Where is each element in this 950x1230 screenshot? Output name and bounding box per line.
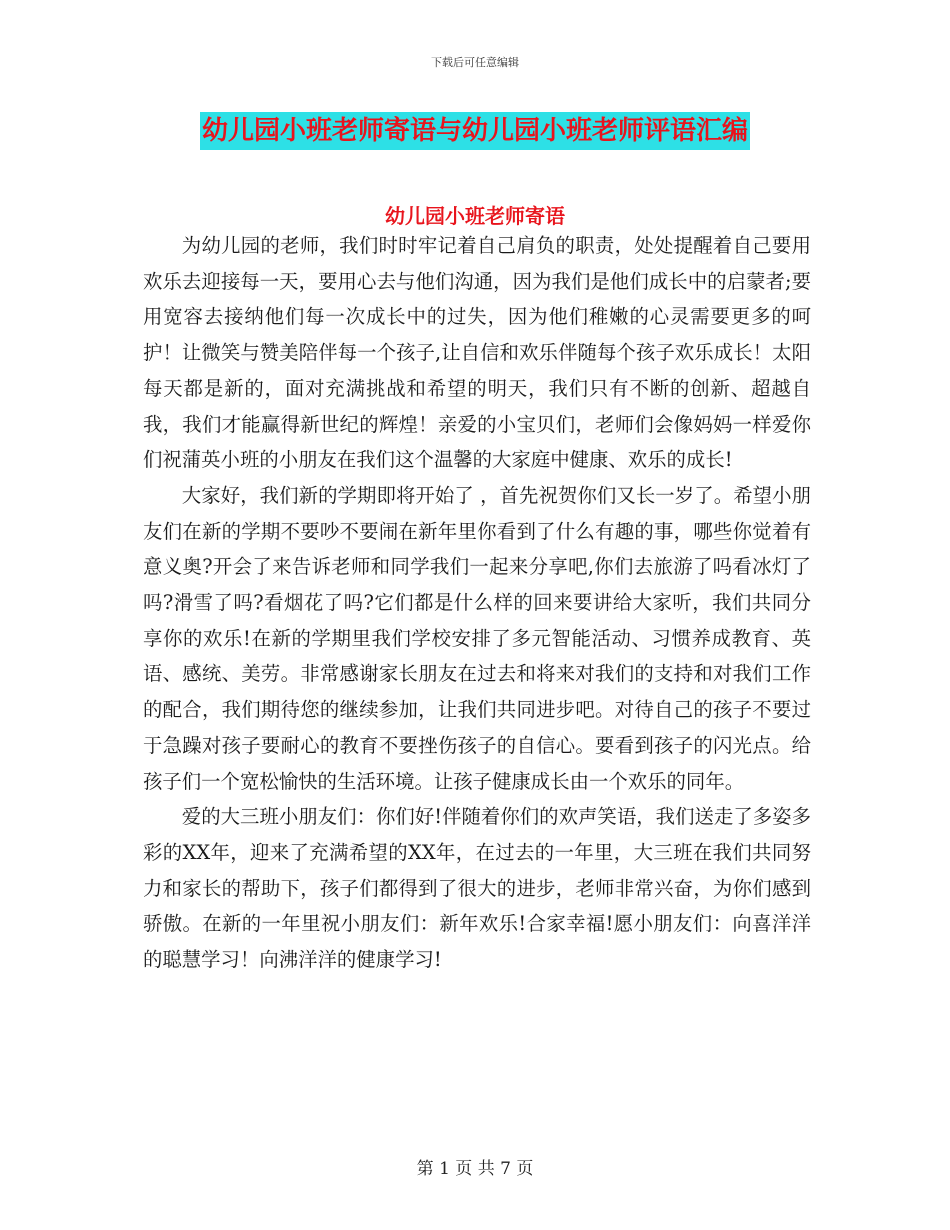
document-body: [143, 228, 811, 978]
section-title: 幼儿园小班老师寄语: [385, 204, 565, 228]
paragraph-1: 为幼儿园的老师，我们时时牢记着自己肩负的职责，处处提醒着自己要用欢乐去迎接每一天，要用心去与他们沟通，因为我们是他们成长中的启蒙者;要用宽容去接纳他们每一次成长中的过失，因为他们稚嫩的心灵需要更多的呵护！让微笑与赞美陪伴每一个孩子,让自信和欢乐伴随每个孩子欢乐成长！太阳每天都是新的，面对充满挑战和希望的明天，我们只有不断的创新、超越自我，我们才能赢得新世纪的辉煌！亲爱的小宝贝们，老师们会像妈妈一样爱你们祝蒲英小班的小朋友在我们这个温馨的大家庭中健康、欢乐的成长!: [143, 234, 811, 472]
document-title: 幼儿园小班老师寄语与幼儿园小班老师评语汇编: [200, 112, 750, 150]
document-title-wrapper: [0, 112, 950, 150]
header-note: 下载后可任意编辑: [431, 56, 519, 69]
paragraph-3: 爱的大三班小朋友们：你们好!伴随着你们的欢声笑语，我们送走了多姿多彩的XX年，迎来了充满希望的XX年，在过去的一年里，大三班在我们共同努力和家长的帮助下，孩子们都得到了很大的进步，老师非常兴奋，为你们感到骄傲。在新的一年里祝小朋友们：新年欢乐!合家幸福!愿小朋友们：向喜洋洋的聪慧学习！向沸洋洋的健康学习!: [143, 805, 811, 972]
page-footer: 第 1 页 共 7 页: [416, 1159, 534, 1179]
paragraph-2: 大家好，我们新的学期即将开始了 ，首先祝贺你们又长一岁了。希望小朋友们在新的学期不要吵不要闹在新年里你看到了什么有趣的事，哪些你觉着有意义奥?开会了来告诉老师和同学我们一起来分享吧,你们去旅游了吗看冰灯了吗?滑雪了吗?看烟花了吗?它们都是什么样的回来要讲给大家听，我们共同分享你的欢乐!在新的学期里我们学校安排了多元智能活动、习惯养成教育、英语、感统、美劳。非常感谢家长朋友在过去和将来对我们的支持和对我们工作的配合，我们期待您的继续参加，让我们共同进步吧。对待自己的孩子不要过于急躁对孩子要耐心的教育不要挫伤孩子的自信心。要看到孩子的闪光点。给孩子们一个宽松愉快的生活环境。让孩子健康成长由一个欢乐的同年。: [143, 483, 811, 793]
